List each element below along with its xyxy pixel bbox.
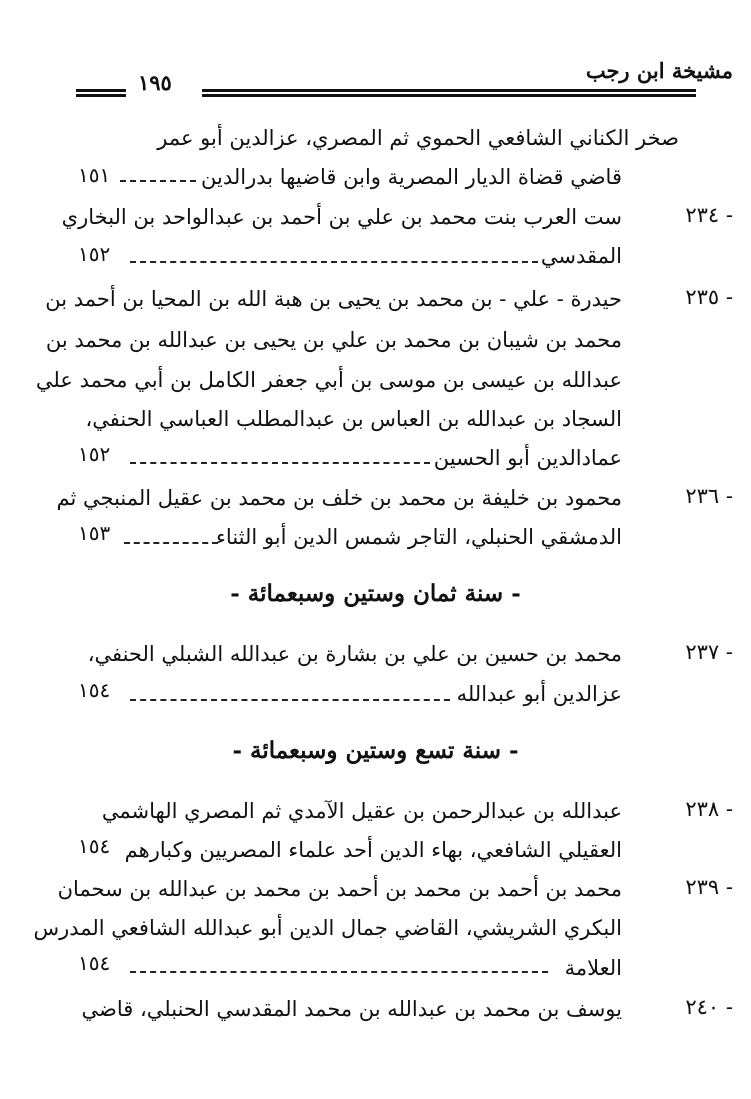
page-reference: ١٥٤ bbox=[78, 678, 111, 702]
entry-number: ٢٣٧ - bbox=[685, 640, 733, 664]
running-header-title: مشيخة ابن رجب bbox=[585, 58, 733, 83]
header-rule bbox=[202, 89, 696, 92]
dot-leader bbox=[130, 699, 450, 701]
page-reference: ١٥٤ bbox=[78, 834, 111, 858]
dot-leader bbox=[130, 971, 548, 973]
page-reference: ١٥١ bbox=[78, 163, 111, 187]
dot-leader bbox=[130, 261, 538, 263]
header-rule bbox=[76, 89, 126, 92]
entry-number: ٢٣٩ - bbox=[685, 875, 733, 899]
entry-number: ٢٤٠ - bbox=[685, 995, 733, 1019]
dot-leader bbox=[130, 462, 430, 464]
page-number: ١٩٥ bbox=[138, 70, 172, 95]
page-reference: ١٥٢ bbox=[78, 442, 111, 466]
entry-number: ٢٣٦ - bbox=[685, 484, 733, 508]
entry-number: ٢٣٤ - bbox=[685, 203, 733, 227]
section-heading: - سنة تسع وستين وسبعمائة - bbox=[232, 737, 519, 764]
dot-leader bbox=[124, 542, 218, 544]
book-page: مشيخة ابن رجب ١٩٥ صخر الكناني الشافعي الحموي ثم المصري، عزالدين أبو عمر قاضي قضاة الديار المصرية وابن قاضيها بدرالدين ١٥١ ٢٣٤ - ست العرب بنت محمد بن علي بن أحمد بن عبدالواحد بن البخاري المقدسي ١٥٢ ٢٣٥ - حيدرة - علي - بن محمد بن يحيى بن هبة الله بن المحيا بن أحمد بن محمد بن شيبان بن محمد بن علي بن يحيى بن عبدالله بن محمد بن عبدالله بن عيسى بن موسى بن أبي جعفر الكامل بن أبي محمد علي السجاد بن عبدالله بن العباس بن عبدالمطلب العباسي الحنفي، عمادالدين أبو الحسين ١٥٢ ٢٣٦ - محمود بن خليفة بن محمد بن خلف بن محمد بن عقيل المنبجي ثم الدمشقي الحنبلي، التاجر شمس الدين أبو الثناء ١٥٣ - سنة ثمان وستين وسبعمائة - ٢٣٧ - محمد بن حسين بن علي بن بشارة بن عبدالله الشبلي الحنفي، عزالدين أبو عبدالله ١٥٤ - سنة تسع وستين وسبعمائة - ٢٣٨ - عبدالله بن عبدالرحمن بن عقيل الآمدي ثم المصري الهاشمي العقيلي الشافعي، بهاء الدين أحد علماء المصريين وكبارهم ١٥٤ ٢٣٩ - محمد بن أحمد بن محمد بن أحمد بن محمد بن عبدالله بن سحمان البكري الشريشي، القاضي جمال الدين أبو عبدالله الشافعي المدرس العلامة ١٥٤ ٢٤٠ - يوسف بن محمد بن عبدالله بن محمد المقدسي الحنبلي، قاضي bbox=[0, 0, 751, 1099]
entry-number: ٢٣٥ - bbox=[685, 285, 733, 309]
header-rule bbox=[202, 94, 696, 97]
header-rule bbox=[76, 94, 126, 97]
dot-leader bbox=[120, 180, 196, 182]
page-reference: ١٥٣ bbox=[78, 521, 111, 545]
page-reference: ١٥٢ bbox=[78, 242, 111, 266]
section-heading: - سنة ثمان وستين وسبعمائة - bbox=[230, 580, 521, 607]
page-reference: ١٥٤ bbox=[78, 951, 111, 975]
entry-number: ٢٣٨ - bbox=[685, 797, 733, 821]
